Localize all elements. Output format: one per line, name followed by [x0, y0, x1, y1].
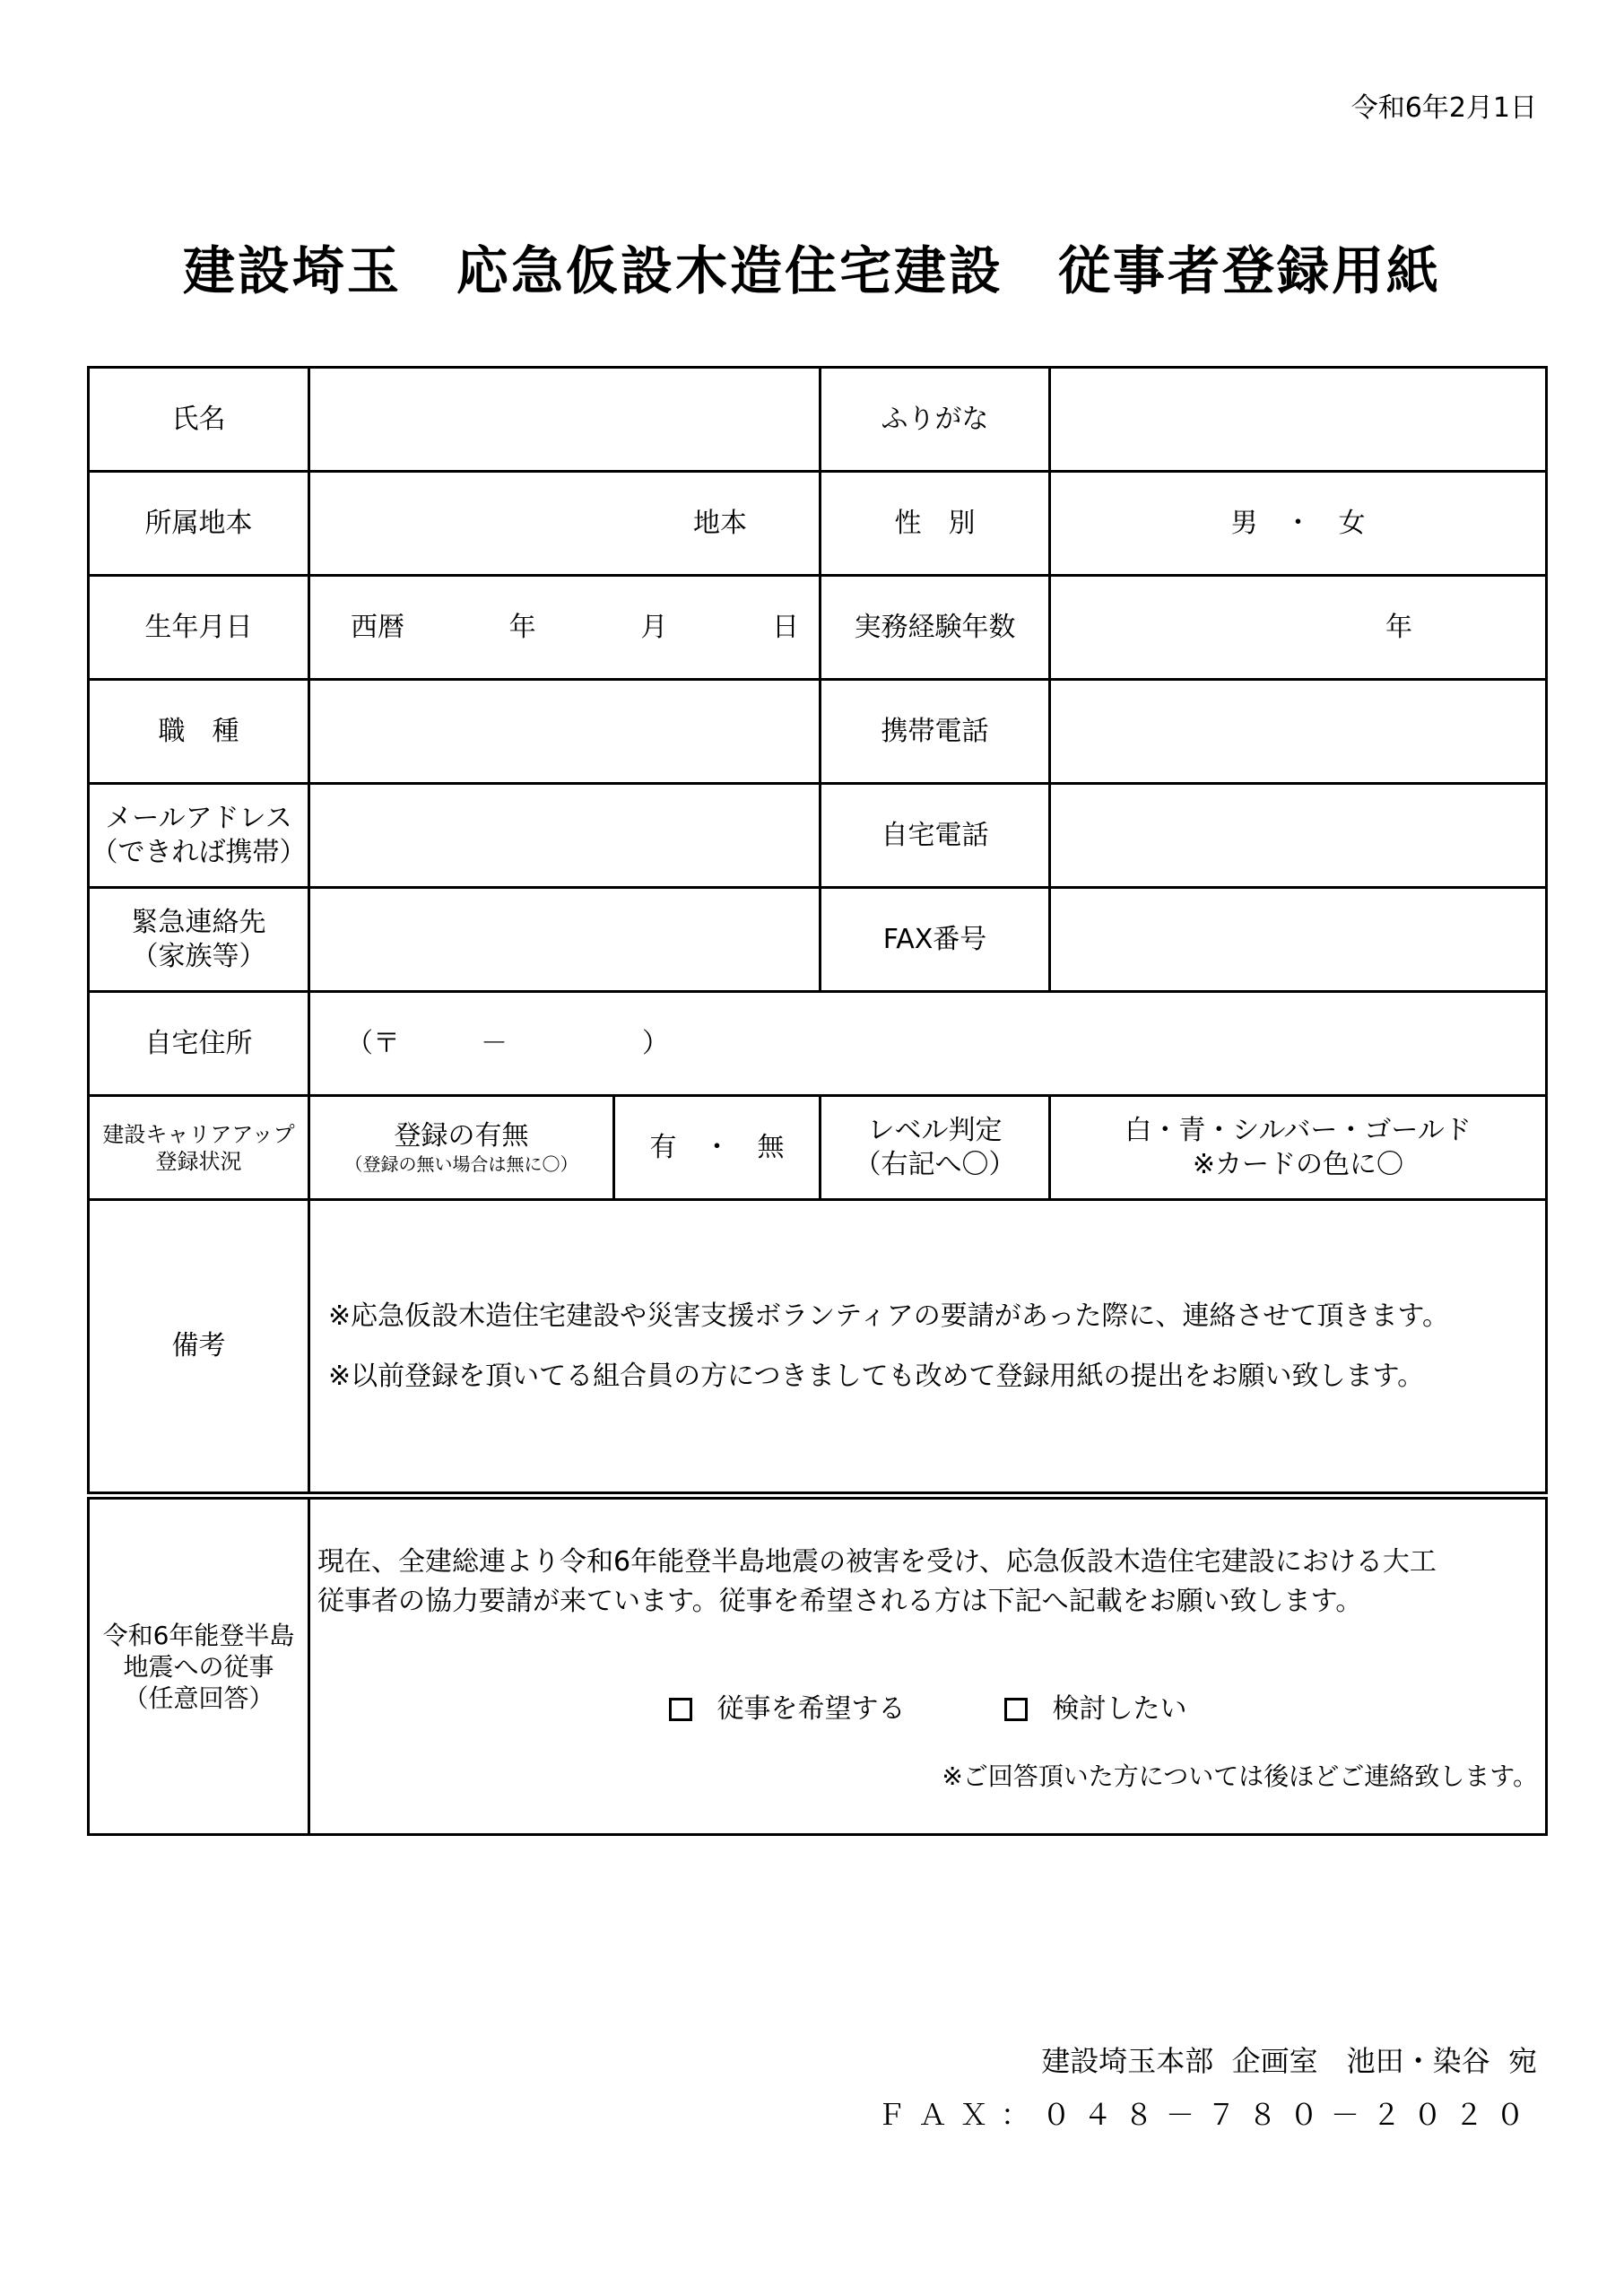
noto-label-2: 地震への従事: [123, 1651, 274, 1682]
row-address: [89, 992, 1547, 1096]
row-career-up: [89, 1096, 1547, 1200]
trade-field[interactable]: [309, 680, 821, 784]
registration-status-cell: [309, 1096, 614, 1200]
career-label-sub: 登録状況: [155, 1148, 242, 1174]
row-remarks: [89, 1200, 1547, 1496]
reply-note: ※ご回答頂いた方については後ほどご連絡致します。: [942, 1761, 1538, 1791]
option-wish-label: 従事を希望する: [716, 1693, 906, 1725]
option-consider[interactable]: [1004, 1692, 1187, 1726]
checkbox-wish-icon[interactable]: [669, 1698, 692, 1721]
name-field[interactable]: [309, 368, 821, 472]
level-options-cell[interactable]: [1050, 1096, 1547, 1200]
footer-fax: ＦＡＸ：０４８－７８０－２０２０: [876, 2098, 1537, 2132]
birth-month-unit: 月: [640, 611, 668, 643]
email-label-sub: （できれば携帯）: [91, 836, 307, 868]
noto-text-2: 従事者の協力要請が来ています。従事を希望される方は下記へ記載をお願い致します。: [317, 1585, 1363, 1617]
registration-note: （登録の無い場合は無に〇）: [344, 1152, 578, 1175]
experience-unit: 年: [1385, 611, 1412, 643]
row-name: [89, 368, 1547, 472]
mobile-label: 携帯電話: [821, 680, 1050, 784]
gender-options[interactable]: 男 ・ 女: [1050, 472, 1547, 576]
career-label: [89, 1096, 309, 1200]
level-label-main: レベル判定: [867, 1115, 1003, 1146]
experience-field[interactable]: [1050, 576, 1547, 680]
option-consider-label: 検討したい: [1052, 1693, 1187, 1725]
branch-label: 所属地本: [89, 472, 309, 576]
furigana-field[interactable]: [1050, 368, 1547, 472]
birth-day-unit: 日: [771, 611, 799, 643]
emergency-field[interactable]: [309, 888, 821, 992]
noto-label-3: （任意回答）: [123, 1683, 274, 1713]
registration-options[interactable]: 有 ・ 無: [614, 1096, 821, 1200]
furigana-label: ふりがな: [821, 368, 1050, 472]
row-branch: [89, 472, 1547, 576]
emergency-label-main: 緊急連絡先: [131, 907, 266, 938]
home-phone-label: 自宅電話: [821, 784, 1050, 888]
birth-era: 西暦: [351, 611, 404, 643]
level-label: [821, 1096, 1050, 1200]
remarks-content: [309, 1200, 1547, 1496]
fax-field[interactable]: [1050, 888, 1547, 992]
branch-suffix: 地本: [693, 507, 747, 539]
noto-content: [309, 1496, 1547, 1835]
issue-date: 令和6年2月1日: [1350, 92, 1537, 124]
noto-label-1: 令和6年能登半島: [102, 1620, 295, 1650]
noto-request-text: [310, 1543, 1545, 1621]
option-wish-to-work[interactable]: [669, 1692, 906, 1726]
address-label: 自宅住所: [89, 992, 309, 1096]
birth-label: 生年月日: [89, 576, 309, 680]
home-phone-field[interactable]: [1050, 784, 1547, 888]
noto-label: [89, 1496, 309, 1835]
branch-field[interactable]: [309, 472, 821, 576]
email-field[interactable]: [309, 784, 821, 888]
experience-label: 実務経験年数: [821, 576, 1050, 680]
registration-label: 登録の有無: [394, 1120, 529, 1152]
gender-label: 性 別: [821, 472, 1050, 576]
mobile-field[interactable]: [1050, 680, 1547, 784]
emergency-label-sub: （家族等）: [131, 940, 266, 972]
checkbox-consider-icon[interactable]: [1004, 1698, 1028, 1721]
noto-text-1: 現在、全建総連より令和6年能登半島地震の被害を受け、応急仮設木造住宅建設における大工: [317, 1546, 1437, 1578]
registration-form-table: [87, 366, 1548, 1836]
birth-field[interactable]: [309, 576, 821, 680]
address-field[interactable]: [309, 992, 1547, 1096]
career-label-main: 建設キャリアアップ: [102, 1121, 295, 1147]
row-emergency: [89, 888, 1547, 992]
remark-2: ※以前登録を頂いてる組合員の方につきましても改めて登録用紙の提出をお願い致します。: [328, 1361, 1425, 1392]
email-label: [89, 784, 309, 888]
level-options: 白・青・シルバー・ゴールド: [1125, 1115, 1472, 1146]
form-title: 建設埼玉 応急仮設木造住宅建設 従事者登録用紙: [182, 240, 1441, 301]
birth-year-unit: 年: [508, 611, 536, 643]
remark-1: ※応急仮設木造住宅建設や災害支援ボランティアの要請があった際に、連絡させて頂きます。: [328, 1300, 1450, 1332]
trade-label: 職 種: [89, 680, 309, 784]
email-label-main: メールアドレス: [105, 803, 292, 834]
emergency-label: [89, 888, 309, 992]
row-email: [89, 784, 1547, 888]
name-label: 氏名: [89, 368, 309, 472]
fax-label: FAX番号: [821, 888, 1050, 992]
row-noto: [89, 1496, 1547, 1835]
postal-code-bracket: （〒 － ）: [346, 1027, 669, 1059]
row-birth: [89, 576, 1547, 680]
remarks-label: 備考: [89, 1200, 309, 1496]
footer-recipient: 建設埼玉本部 企画室 池田・染谷 宛: [1041, 2044, 1537, 2078]
noto-options: [310, 1692, 1545, 1726]
level-note: ※カードの色に〇: [1192, 1148, 1404, 1180]
row-trade: [89, 680, 1547, 784]
level-label-sub: （右記へ〇）: [854, 1148, 1016, 1180]
